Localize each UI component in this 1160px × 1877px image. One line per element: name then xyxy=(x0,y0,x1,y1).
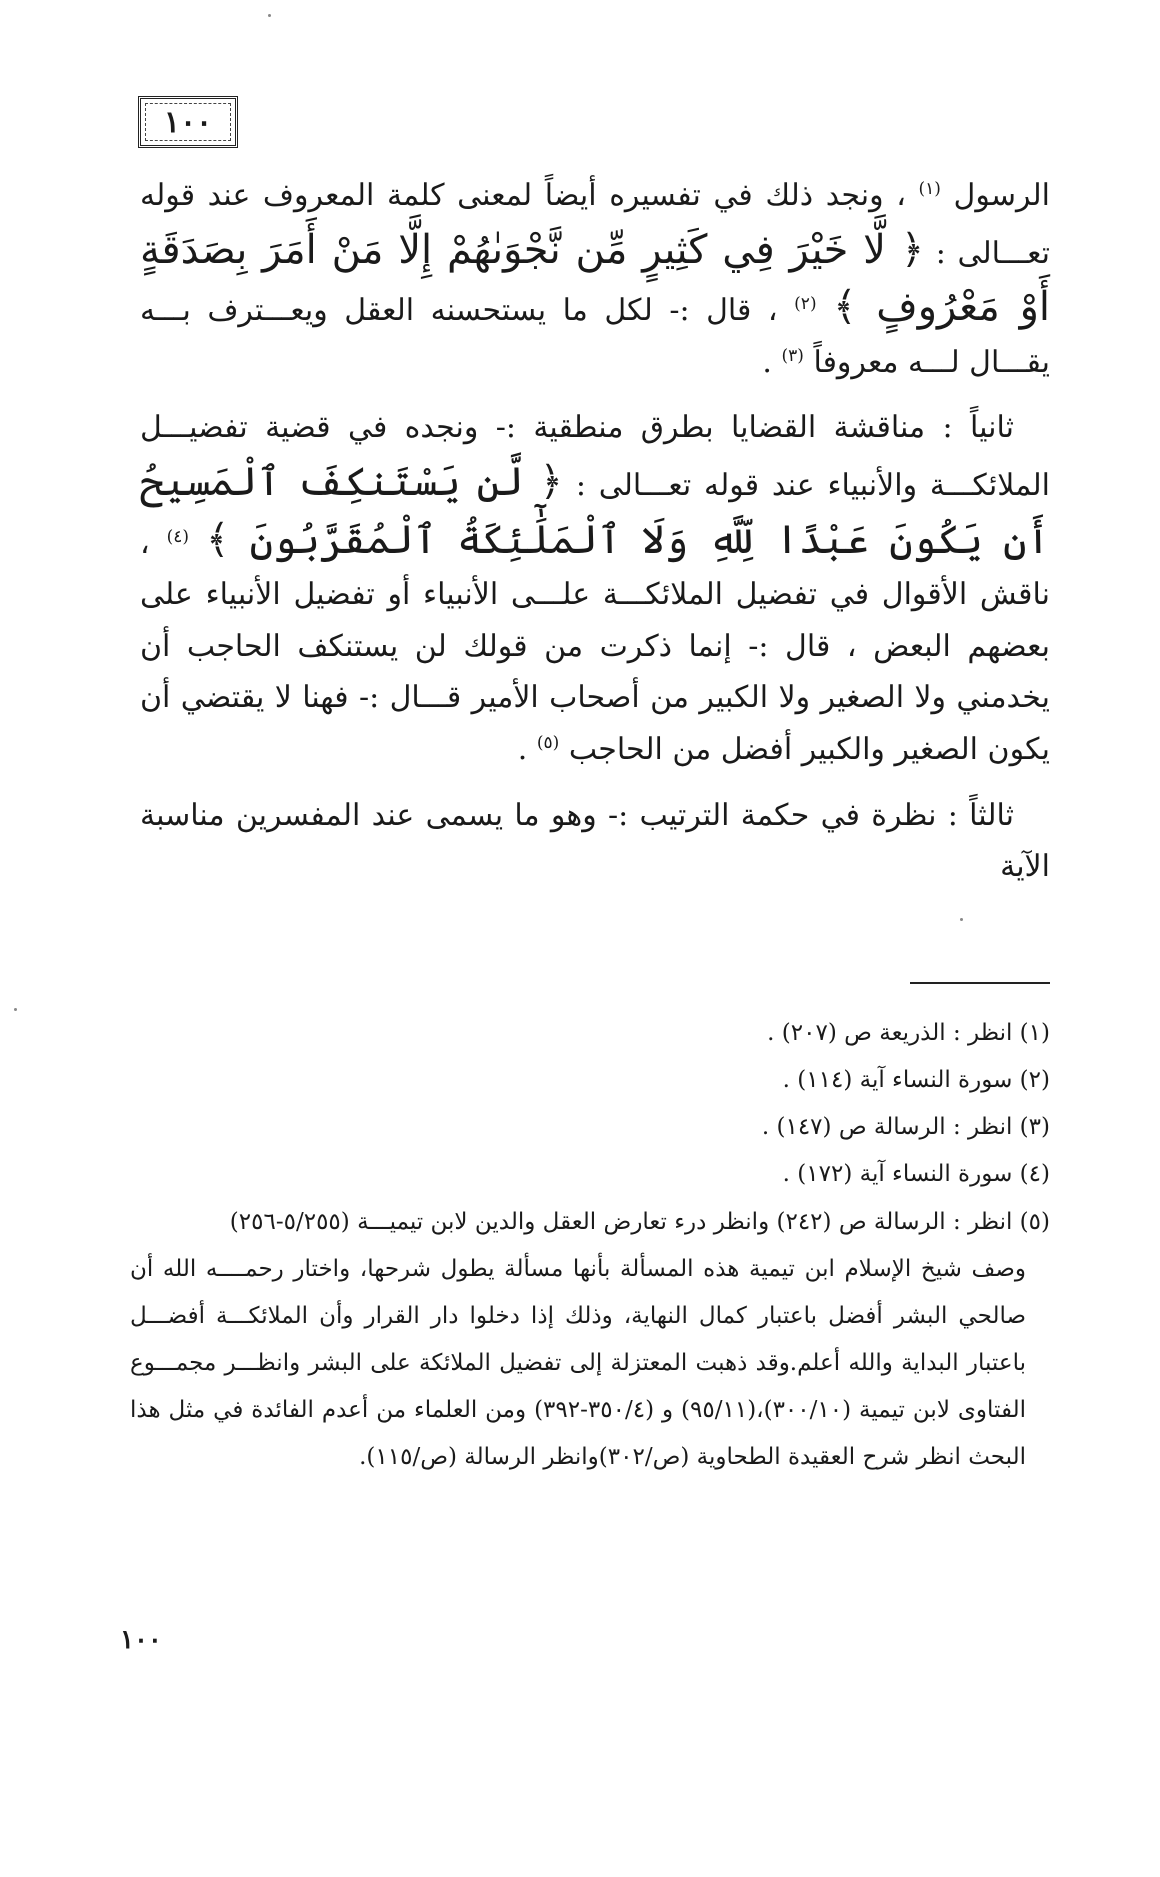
scan-speck xyxy=(268,14,271,17)
p1-text-c: ، قال :- لكل ما يستحسنه العقل ويعـــترف بـــه يقـــال لـــه معروفاً xyxy=(140,293,1050,380)
p2-end: . xyxy=(517,731,528,767)
p1-end: . xyxy=(762,344,772,380)
p2-text-a: ثانياً : مناقشة القضايا بطرق منطقية :- ونجده في قضية تفضيـــل الملائكـــة والأنبياء عند قوله تعـــالى : xyxy=(140,410,1050,503)
page-number-top: ١٠٠ xyxy=(163,104,213,140)
footnote-ref-2[interactable]: (٢) xyxy=(794,294,817,315)
footnote-1: (١) انظر : الذريعة ص (٢٠٧) . xyxy=(767,1020,1050,1046)
paragraph-3: ثالثاً : نظرة في حكمة الترتيب :- وهو ما يسمى عند المفسرين مناسبة الآية xyxy=(140,797,1050,885)
footnote-ref-3[interactable]: (٣) xyxy=(781,345,804,366)
footnotes xyxy=(130,1010,1050,1481)
page-number-box xyxy=(138,96,238,148)
p2-text-b: ، ناقش الأقوال في تفضيل الملائكـــة علـــى الأنبياء أو تفضيل الأنبياء على بعضهم البعض ، قال :- إنما ذكرت من قولك لن يستنكف الحاجب أن يخدمني ولا الصغير ولا الكبير من أصحاب الأمير قـــال :- فهنا لا يقتضي أن يكون الصغير والكبير أفضل من الحاجب xyxy=(140,525,1050,767)
quran-verse-2: ﴿ لَّن يَسْتَنكِفَ ٱلْمَسِيحُ أَن يَكُونَ عَبْدًا لِّلَّهِ وَلَا ٱلْمَلَٰٓئِكَةُ ٱلْمُقَرَّبُونَ ﴾ xyxy=(140,458,1050,563)
quran-verse-1: ﴿ لَّا خَيْرَ فِي كَثِيرٍ مِّن نَّجْوَىٰهُمْ إِلَّا مَنْ أَمَرَ بِصَدَقَةٍ أَوْ مَعْرُوفٍ ﴾ xyxy=(140,226,1050,331)
footnote-5-continuation: وصف شيخ الإسلام ابن تيمية هذه المسألة بأنها مسألة يطول شرحها، واختار رحمــــه الله أن صالحي البشر أفضل باعتبار كمال النهاية، وذلك إذا دخلوا دار القرار وأن الملائكـــة أفضـــل باعتبار البداية والله أعلم.وقد ذهبت المعتزلة إلى تفضيل الملائكة على البشر وانظـــر مجمـــوع الفتاوى لابن تيمية (٣٠٠/١٠)،(٩٥/١١) و (٣٥٠/٤-٣٩٢) ومن العلماء من أعدم الفائدة في مثل هذا البحث انظر شرح العقيدة الطحاوية (ص/٣٠٢)وانظر الرسالة (ص/١١٥). xyxy=(130,1255,1026,1471)
footnote-2: (٢) سورة النساء آية (١١٤) . xyxy=(782,1067,1050,1094)
scan-speck xyxy=(960,918,963,921)
footnote-4: (٤) سورة النساء آية (١٧٢) . xyxy=(782,1161,1050,1188)
page-number-footer: ١٠٠ xyxy=(120,1625,162,1655)
paragraph-2 xyxy=(140,402,1050,775)
footnote-ref-4[interactable]: (٤) xyxy=(166,526,190,547)
paragraph-1 xyxy=(140,170,1050,388)
main-text xyxy=(140,170,1050,907)
footnote-3: (٣) انظر : الرسالة ص (١٤٧) . xyxy=(761,1114,1050,1141)
footnote-separator xyxy=(910,982,1050,984)
footnote-ref-5[interactable]: (٥) xyxy=(536,732,560,753)
footnote-ref-1[interactable]: (١) xyxy=(918,179,941,199)
p1-text-b: ، ونجد ذلك في تفسيره أيضاً لمعنى كلمة المعروف عند قوله تعـــالى : xyxy=(140,178,1050,271)
p1-text-a: الرسول xyxy=(953,178,1050,213)
footnote-5: (٥) انظر : الرسالة ص (٢٤٢) وانظر درء تعارض العقل والدين لابن تيميـــة (٥/٢٥٥-٢٥٦) xyxy=(229,1208,1050,1235)
scan-speck xyxy=(14,1008,17,1011)
